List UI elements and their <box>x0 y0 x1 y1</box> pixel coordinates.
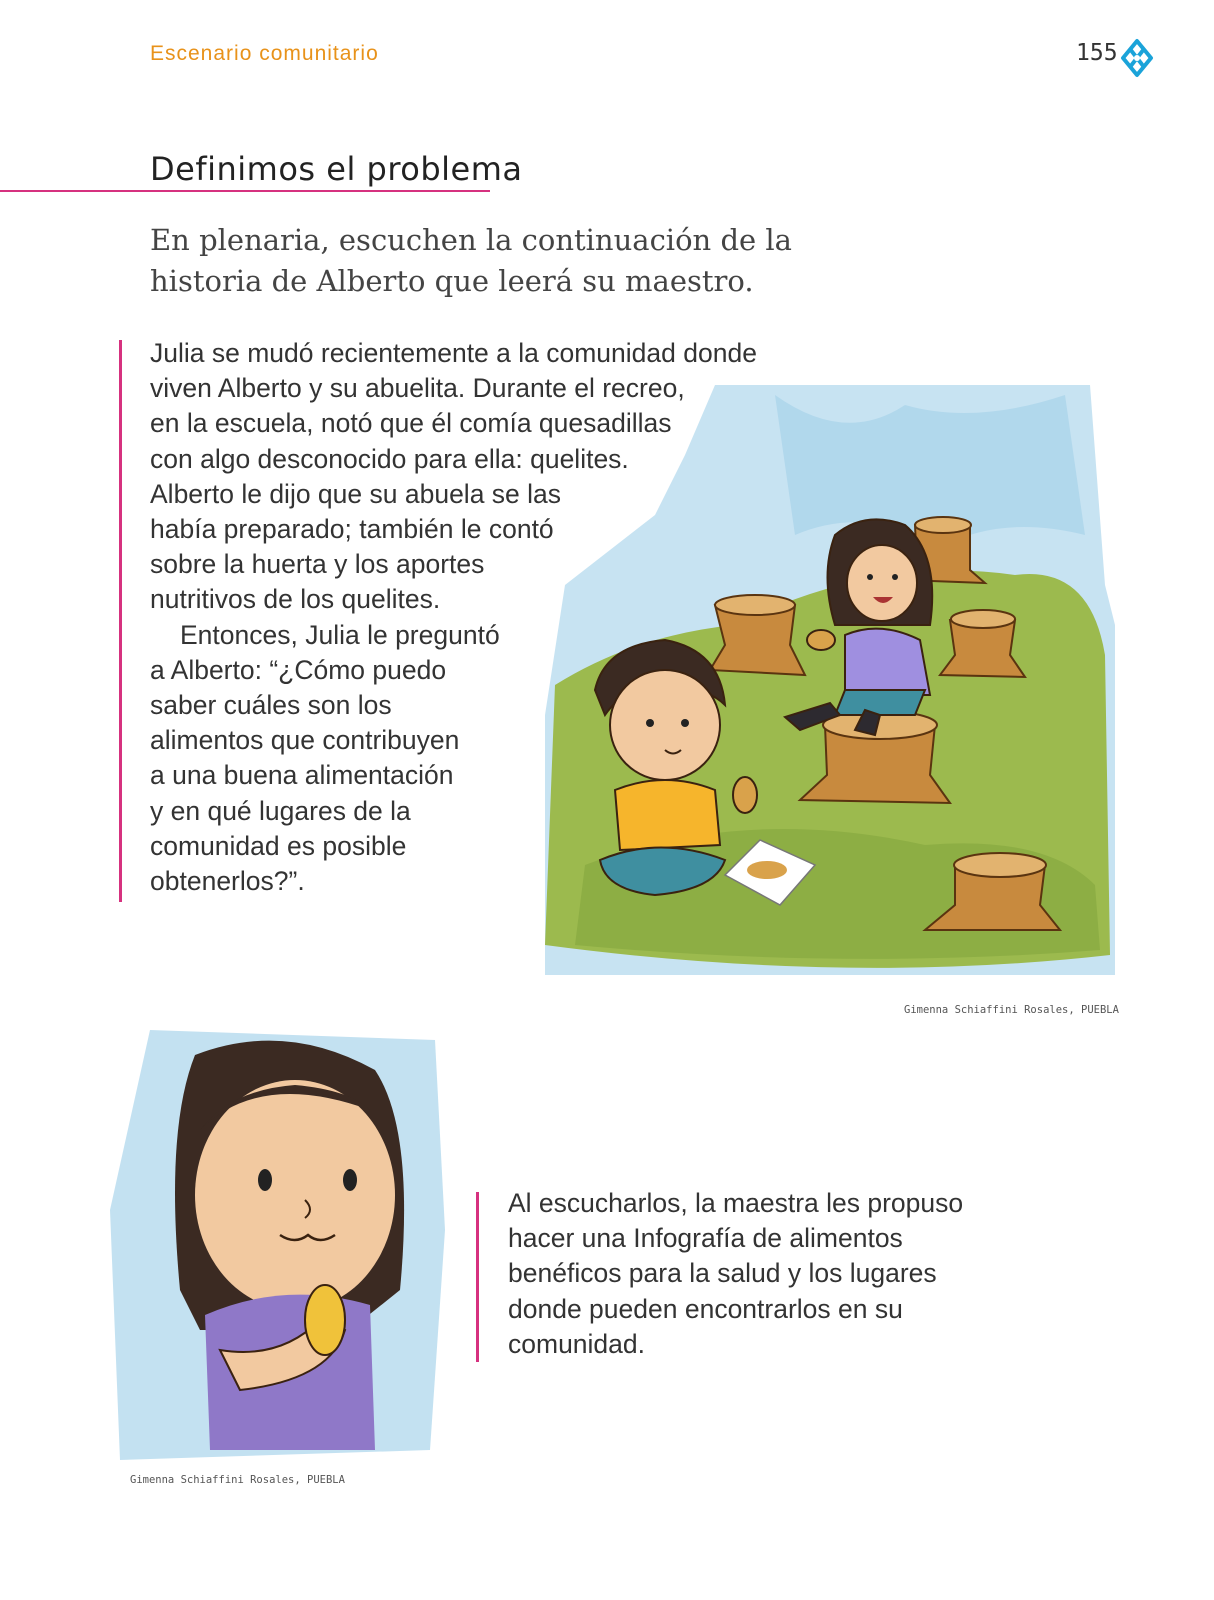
story-quote-bar <box>119 340 122 902</box>
closing-text <box>508 1186 1068 1362</box>
diamond-lattice-logo-icon <box>1120 38 1154 78</box>
closing-line: hacer una Infografía de alimentos <box>508 1223 903 1254</box>
closing-line: Al escucharlos, la maestra les propuso <box>508 1188 964 1218</box>
story-line: sobre la huerta y los aportes <box>150 549 485 580</box>
heading-underline <box>0 190 490 192</box>
story-line: había preparado; también le contó <box>150 514 554 545</box>
story-line: y en qué lugares de la <box>150 795 411 826</box>
closing-quote-bar <box>476 1192 479 1362</box>
children-stumps-illustration <box>545 385 1115 975</box>
story-line: Entonces, Julia le preguntó <box>180 619 500 650</box>
story-line: Julia se mudó recientemente a la comunidad donde <box>150 338 757 368</box>
illustration-credit: Gimenna Schiaffini Rosales, PUEBLA <box>904 1004 1119 1016</box>
story-line: Alberto le dijo que su abuela se las <box>150 478 562 509</box>
story-line: en la escuela, notó que él comía quesadillas <box>150 408 672 439</box>
page-number: 155 <box>1076 40 1118 66</box>
story-line: a Alberto: “¿Cómo puedo <box>150 654 447 685</box>
closing-line: comunidad. <box>508 1328 646 1359</box>
story-line: obtenerlos?”. <box>150 866 305 897</box>
illustration-credit: Gimenna Schiaffini Rosales, PUEBLA <box>130 1474 345 1486</box>
section-label: Escenario comunitario <box>150 42 379 65</box>
story-line: comunidad es posible <box>150 830 407 861</box>
section-heading: Definimos el problema <box>150 150 523 188</box>
closing-line: benéficos para la salud y los lugares <box>508 1258 937 1289</box>
story-line: nutritivos de los quelites. <box>150 584 441 615</box>
closing-line: donde pueden encontrarlos en su <box>508 1293 903 1324</box>
story-line: saber cuáles son los <box>150 690 392 721</box>
story-line: con algo desconocido para ella: quelites. <box>150 443 629 474</box>
story-line: viven Alberto y su abuelita. Durante el recreo, <box>150 373 685 404</box>
girl-portrait-illustration <box>110 1030 450 1470</box>
instruction-text: En plenaria, escuchen la continuación de la historia de Alberto que leerá su maestro. <box>150 223 792 298</box>
story-line: alimentos que contribuyen <box>150 725 460 756</box>
story-line: a una buena alimentación <box>150 760 454 791</box>
